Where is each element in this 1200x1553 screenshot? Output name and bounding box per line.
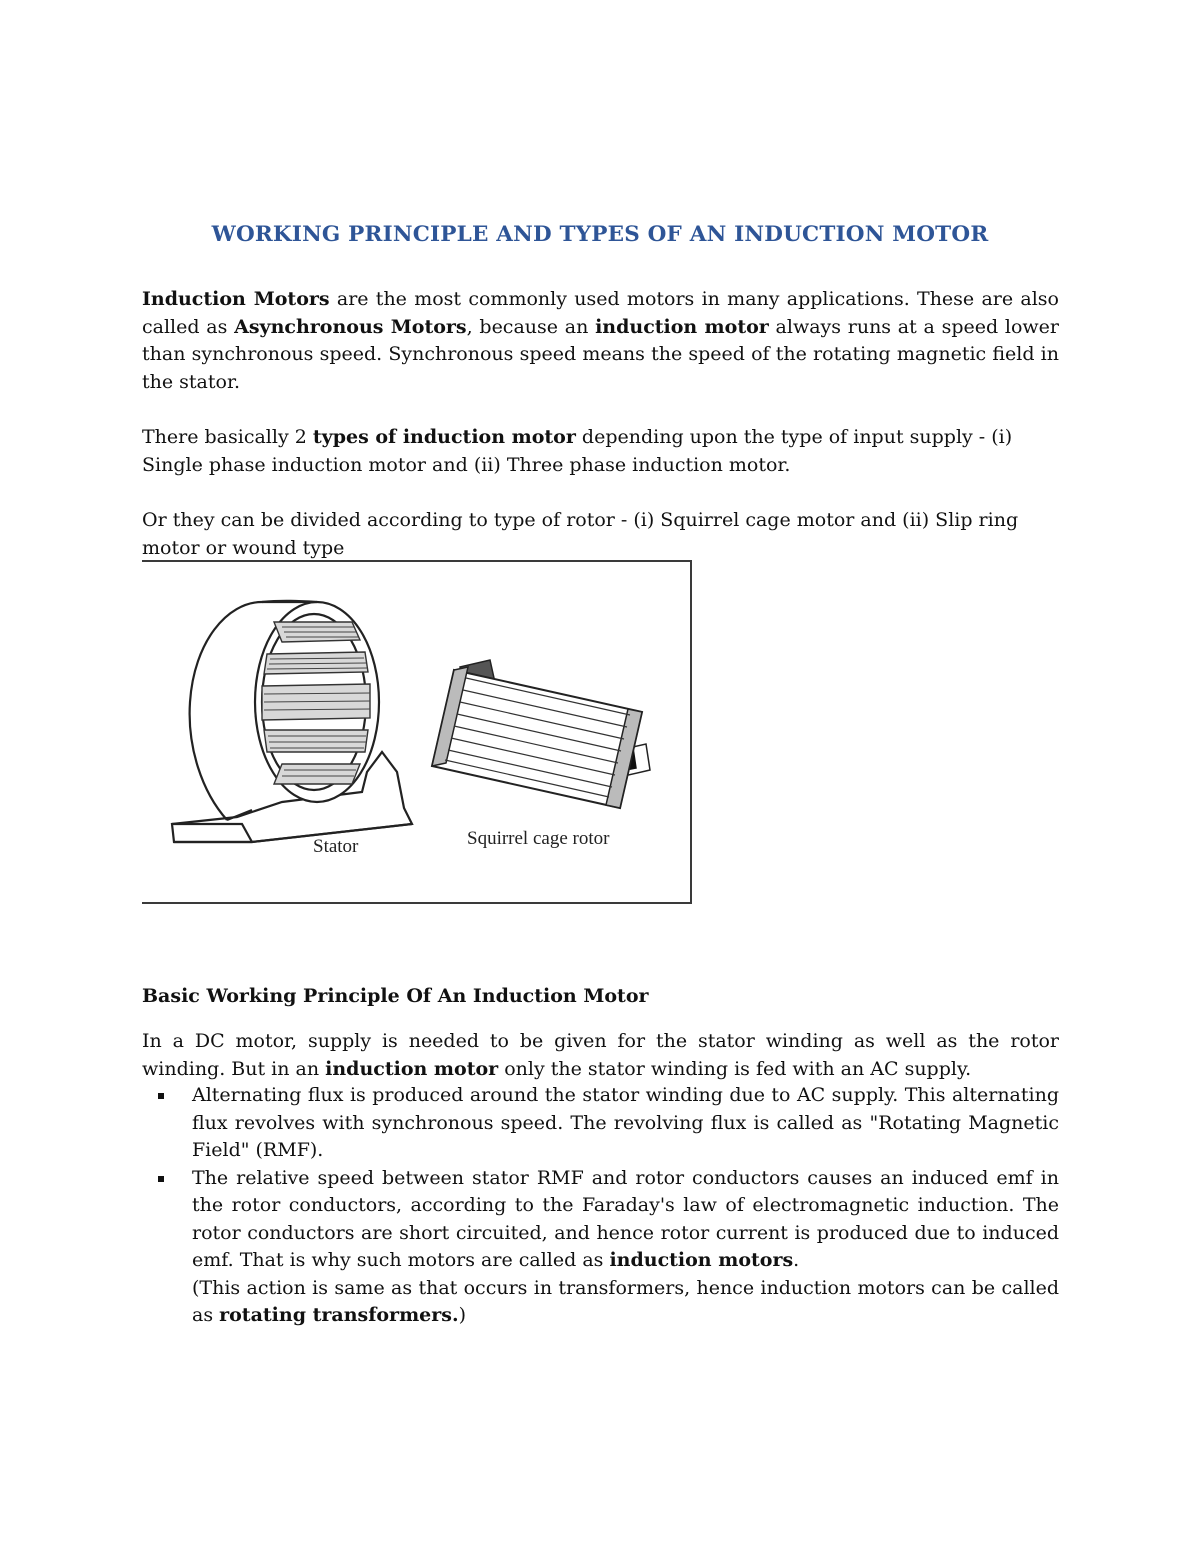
dc-motor-paragraph: In a DC motor, supply is needed to be given for the stator winding as well as the rotor winding. But in an induction motor only the stator winding is fed with an AC supply. [142, 1030, 1059, 1080]
types-paragraph: There basically 2 types of induction motor depending upon the type of input supply - (i) Single phase induction motor and (ii) Three phase induction motor. [142, 426, 1013, 476]
list-item: The relative speed between stator RMF and rotor conductors causes an induced emf in the rotor conductors, according to the Faraday's law of electromagnetic induction. The rotor conductors are short circuited, and hence rotor current is produced due to induced emf. That is why such motors are called as induction motors. (This action is same as that occurs in transformers, hence induction motors can be called as rotating transformers.) [142, 1165, 1059, 1330]
principle-bullet-list [142, 1082, 1059, 1330]
term-asynchronous-motors: Asynchronous Motors [234, 315, 467, 338]
term-rotating-transformers: rotating transformers. [219, 1304, 459, 1326]
stator-caption: Stator [313, 836, 359, 857]
intro-paragraph: Induction Motors are the most commonly used motors in many applications. These are also called as Asynchronous Motors, because an induction motor always runs at a speed lower than synchronous speed. Synchronous speed means the speed of the rotating magnetic field in the stator. [142, 288, 1059, 393]
term-induction-motor-2: induction motor [325, 1057, 499, 1080]
term-types-of-induction-motor: types of induction motor [312, 426, 576, 448]
term-induction-motors: Induction Motors [142, 288, 330, 310]
bullet-icon [158, 1176, 164, 1182]
document-title: WORKING PRINCIPLE AND TYPES OF AN INDUCTION MOTOR [211, 222, 989, 247]
rotor-caption: Squirrel cage rotor [467, 828, 610, 849]
list-item: Alternating flux is produced around the stator winding due to AC supply. This alternating flux revolves with synchronous speed. The revolving flux is called as "Rotating Magnetic Field" (RMF). [142, 1082, 1059, 1165]
stator-rotor-diagram [142, 562, 692, 906]
motor-figure [142, 560, 692, 904]
term-induction-motor: induction motor [595, 315, 769, 338]
term-induction-motors-2: induction motors [609, 1249, 794, 1271]
rotor-illustration [432, 660, 650, 808]
section-heading: Basic Working Principle Of An Induction Motor [142, 985, 649, 1007]
bullet-icon [158, 1093, 164, 1099]
rotor-types-paragraph: Or they can be divided according to type of rotor - (i) Squirrel cage motor and (ii) Slip ring motor or wound type [142, 509, 1019, 559]
